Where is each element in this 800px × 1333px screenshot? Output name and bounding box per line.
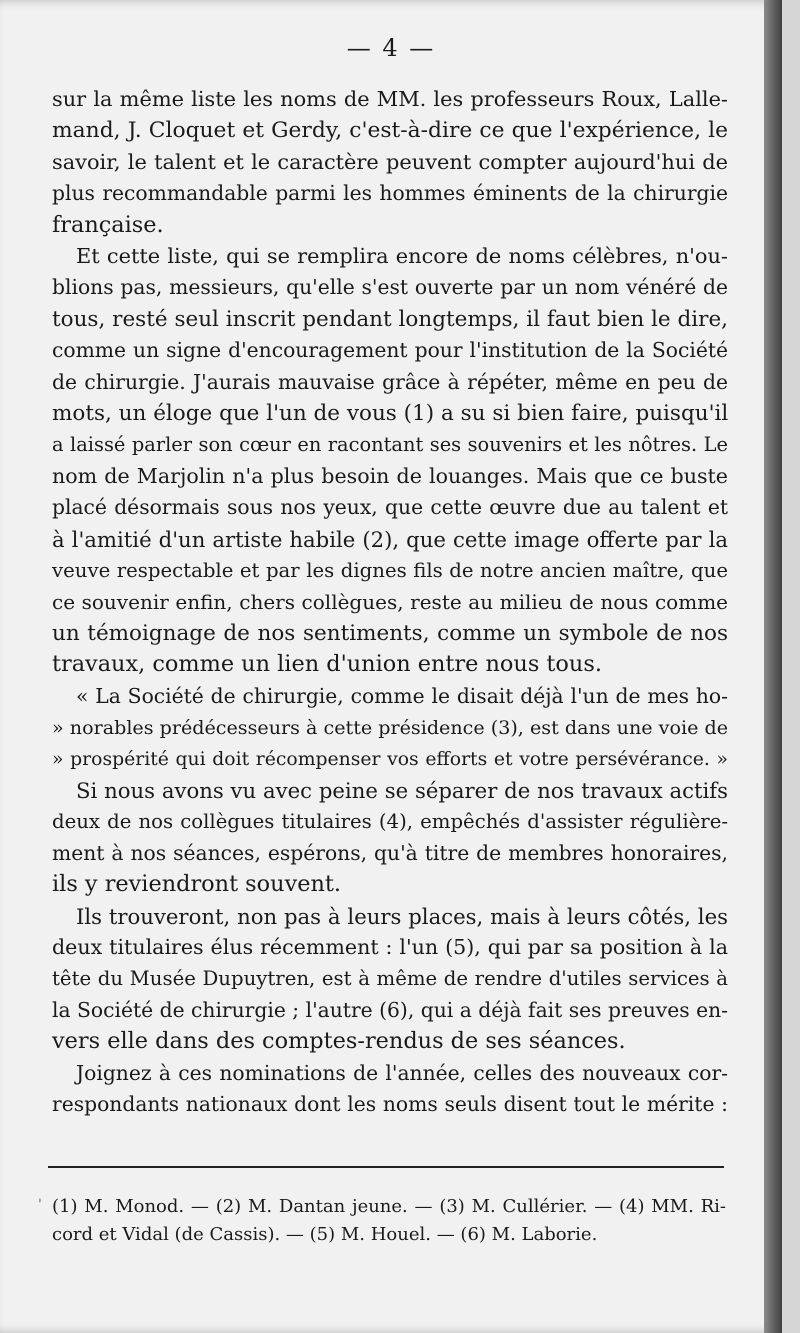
text-line: ment à nos séances, espérons, qu'à titre de membres honoraires, bbox=[52, 840, 728, 865]
text-line: respondants nationaux dont les noms seuls disent tout le mérite : bbox=[52, 1092, 728, 1116]
text-line: deux titulaires élus récemment : l'un (5), qui par sa position à la bbox=[52, 934, 728, 959]
text-line: mots, un éloge que l'un de vous (1) a su si bien faire, puisqu'il bbox=[52, 401, 729, 427]
text-line: a laissé parler son cœur en racontant ses souvenirs et les nôtres. Le bbox=[52, 433, 728, 457]
text-line: « La Société de chirurgie, comme le disait déjà l'un de mes ho- bbox=[76, 683, 728, 708]
page-number: — 4 — bbox=[346, 34, 436, 62]
text-line: » prospérité qui doit récompenser vos efforts et votre persévérance. » bbox=[52, 748, 728, 770]
text-line: Et cette liste, qui se remplira encore de noms célèbres, n'ou- bbox=[76, 244, 728, 269]
text-line: Si nous avons vu avec peine se séparer de nos travaux actifs bbox=[76, 777, 728, 803]
text-line: travaux, comme un lien d'union entre nous tous. bbox=[52, 651, 602, 678]
footnote-line: (1) M. Monod. — (2) M. Dantan jeune. — (3) M. Cullérier. — (4) MM. Ri- bbox=[52, 1196, 726, 1217]
text-line: tous, resté seul inscrit pendant longtemps, il faut bien le dire, bbox=[52, 306, 728, 332]
text-line: comme un signe d'encouragement pour l'institution de la Société bbox=[52, 338, 728, 363]
text-line: » norables prédécesseurs à cette présidence (3), est dans une voie de bbox=[52, 716, 728, 740]
text-line: à l'amitié d'un artiste habile (2), que cette image offerte par la bbox=[52, 526, 728, 552]
text-line: sur la même liste les noms de MM. les professeurs Roux, Lalle- bbox=[52, 87, 728, 111]
text-line: de chirurgie. J'aurais mauvaise grâce à répéter, même en peu de bbox=[52, 369, 728, 394]
text-line: Ils trouveront, non pas à leurs places, mais à leurs côtés, les bbox=[76, 903, 728, 929]
text-line: blions pas, messieurs, qu'elle s'est ouverte par un nom vénéré de bbox=[52, 275, 728, 300]
text-line: veuve respectable et par les dignes fils de notre ancien maître, que bbox=[52, 559, 728, 583]
text-line: ce souvenir enfin, chers collègues, reste au milieu de nous comme bbox=[52, 589, 728, 614]
text-line: ils y reviendront souvent. bbox=[52, 871, 342, 898]
text-line: deux de nos collègues titulaires (4), empêchés d'assister régulière- bbox=[52, 810, 728, 834]
text-line: la Société de chirurgie ; l'autre (6), qui a déjà fait ses preuves en- bbox=[52, 997, 728, 1022]
text-line: plus recommandable parmi les hommes éminents de la chirurgie bbox=[52, 181, 728, 206]
text-line: un témoignage de nos sentiments, comme un symbole de nos bbox=[52, 620, 728, 646]
text-line: française. bbox=[52, 211, 164, 238]
body-text bbox=[52, 84, 728, 1120]
text-line: tête du Musée Dupuytren, est à même de rendre d'utiles services à bbox=[52, 967, 728, 991]
footnote-line: cord et Vidal (de Cassis). — (5) M. Houel. — (6) M. Laborie. bbox=[52, 1224, 598, 1245]
text-line: savoir, le talent et le caractère peuvent compter aujourd'hui de bbox=[52, 149, 728, 174]
text-line: placé désormais sous nos yeux, que cette œuvre due au talent et bbox=[52, 495, 728, 520]
margin-mark: ' bbox=[38, 1197, 42, 1213]
footnote-divider bbox=[48, 1166, 724, 1168]
text-line: mand, J. Cloquet et Gerdy, c'est-à-dire ce que l'expérience, le bbox=[52, 118, 728, 144]
text-line: Joignez à ces nominations de l'année, celles des nouveaux cor- bbox=[76, 1060, 728, 1085]
text-line: vers elle dans des comptes-rendus de ses séances. bbox=[52, 1028, 626, 1055]
footnotes bbox=[52, 1193, 726, 1249]
page-edge-shadow bbox=[764, 0, 782, 1333]
text-line: nom de Marjolin n'a plus besoin de louanges. Mais que ce buste bbox=[52, 463, 728, 488]
